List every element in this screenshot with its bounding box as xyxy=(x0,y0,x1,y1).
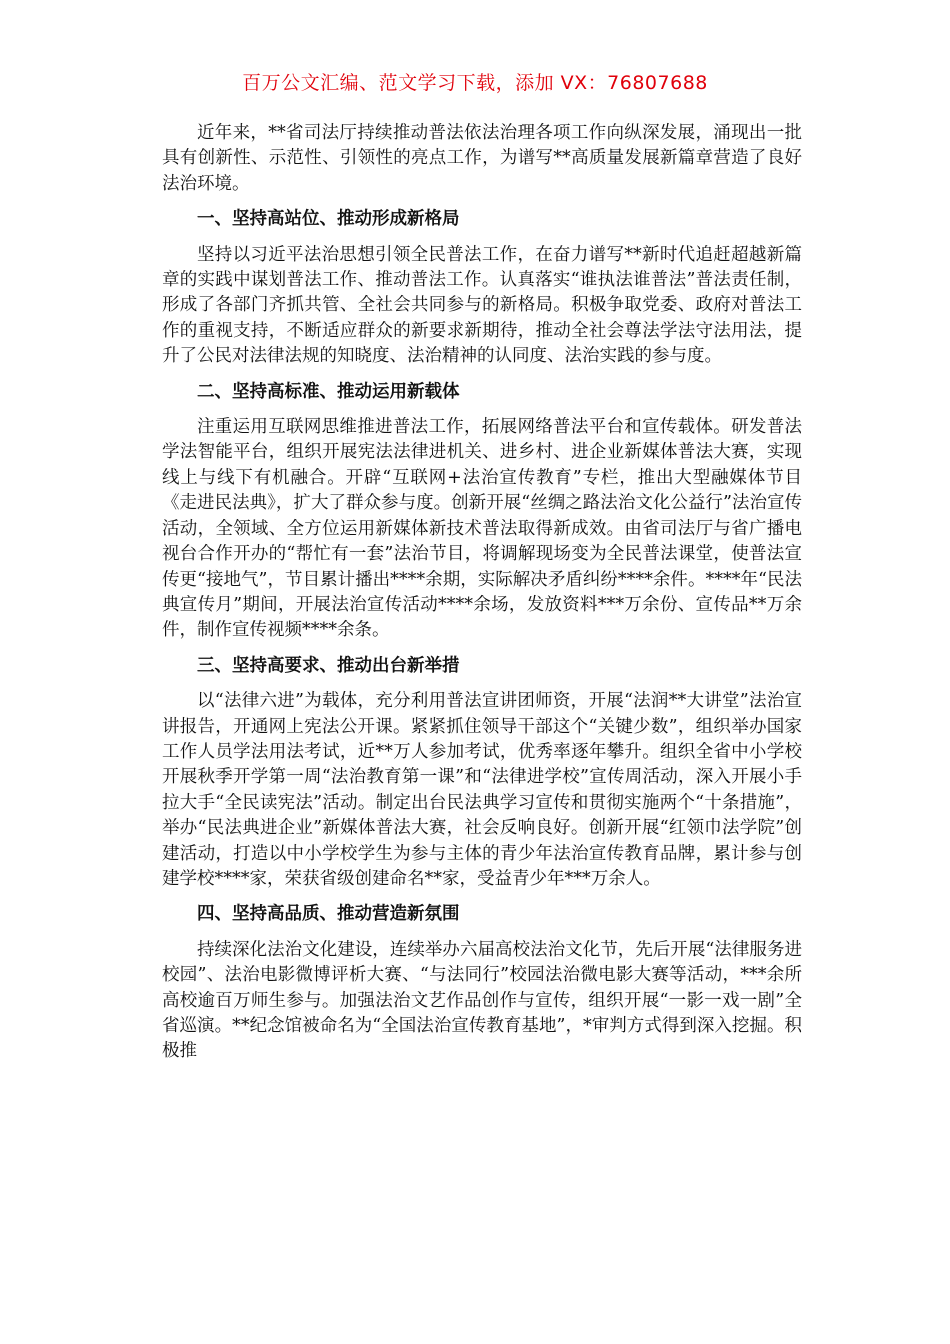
section-4-heading: 四、坚持高品质、推动营造新氛围 xyxy=(197,904,460,925)
section-4-paragraph: 持续深化法治文化建设，连续举办六届高校法治文化节，先后开展“法律服务进校园”、法治电影微博评析大赛、“与法同行”校园法治微电影大赛等活动，***余所高校逾百万师生参与。加强法治文艺作品创作与宣传，组织开展“一影一戏一剧”全省巡演。**纪念馆被命名为“全国法治宣传教育基地”，*审判方式得到深入挖掘。积极推 xyxy=(162,939,802,1062)
document-body xyxy=(162,121,802,1065)
intro-paragraph: 近年来，**省司法厅持续推动普法依法治理各项工作向纵深发展，涌现出一批具有创新性、示范性、引领性的亮点工作，为谱写**高质量发展新篇章营造了良好法治环境。 xyxy=(162,123,802,194)
section-2-paragraph: 注重运用互联网思维推进普法工作，拓展网络普法平台和宣传载体。研发普法学法智能平台，组织开展宪法法律进机关、进乡村、进企业新媒体普法大赛，实现线上与线下有机融合。开辟“互联网+法治宣传教育”专栏，推出大型融媒体节目《走进民法典》，扩大了群众参与度。创新开展“丝绸之路法治文化公益行”法治宣传活动，全领域、全方位运用新媒体新技术普法取得新成效。由省司法厅与省广播电视台合作开办的“帮忙有一套”法治节目，将调解现场变为全民普法课堂，使普法宣传更“接地气”，节目累计播出****余期，实际解决矛盾纠纷****余件。****年“民法典宣传月”期间，开展法治宣传活动****余场，发放资料***万余份、宣传品**万余件，制作宣传视频****余条。 xyxy=(162,417,802,641)
section-3-heading: 三、坚持高要求、推动出台新举措 xyxy=(197,655,460,676)
section-1-heading: 一、坚持高站位、推动形成新格局 xyxy=(197,209,460,230)
section-1-paragraph: 坚持以习近平法治思想引领全民普法工作，在奋力谱写**新时代追赶超越新篇章的实践中谋划普法工作、推动普法工作。认真落实“谁执法谁普法”普法责任制，形成了各部门齐抓共管、全社会共同参与的新格局。积极争取党委、政府对普法工作的重视支持，不断适应群众的新要求新期待，推动全社会尊法学法守法用法，提升了公民对法律法规的知晓度、法治精神的认同度、法治实践的参与度。 xyxy=(162,244,802,367)
watermark-banner: 百万公文汇编、范文学习下载，添加 VX：76807688 xyxy=(242,72,708,94)
section-2-heading: 二、坚持高标准、推动运用新载体 xyxy=(197,381,460,402)
section-3-paragraph: 以“法律六进”为载体，充分利用普法宣讲团师资，开展“法润**大讲堂”法治宣讲报告，开通网上宪法公开课。紧紧抓住领导干部这个“关键少数”，组织举办国家工作人员学法用法考试，近**万人参加考试，优秀率逐年攀升。组织全省中小学校开展秋季开学第一周“法治教育第一课”和“法律进学校”宣传周活动，深入开展小手拉大手“全民读宪法”活动。制定出台民法典学习宣传和贯彻实施两个“十条措施”，举办“民法典进企业”新媒体普法大赛，社会反响良好。创新开展“红领巾法学院”创建活动，打造以中小学校学生为参与主体的青少年法治宣传教育品牌，累计参与创建学校****家，荣获省级创建命名**家，受益青少年***万余人。 xyxy=(162,691,802,889)
